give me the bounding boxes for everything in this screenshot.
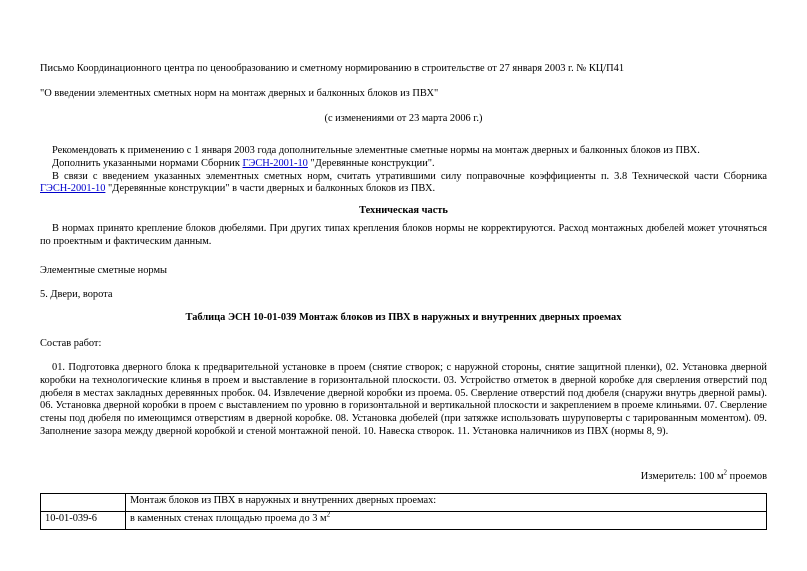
technical-part-text: В нормах принято крепление блоков дюбелями. При других типах крепления блоков нормы не корректируются. Расход монтажных дюбелей может уточняться по проектным и фактическим данным.: [40, 223, 767, 247]
technical-part-heading: Техническая часть: [359, 205, 448, 216]
norms-table: [40, 493, 767, 530]
table-cell-empty: [41, 494, 126, 512]
table-cell-code: 10-01-039-6: [41, 512, 126, 530]
table-title: Таблица ЭСН 10-01-039 Монтаж блоков из ПВХ в наружных и внутренних дверных проемах: [185, 312, 622, 323]
gesn-link-2[interactable]: ГЭСН-2001-10: [40, 183, 106, 195]
intro-p3-tail: "Деревянные конструкции" в части дверных и балконных блоков из ПВХ.: [105, 183, 436, 195]
section-doors: 5. Двери, ворота: [40, 289, 113, 300]
works-label: Состав работ:: [40, 338, 102, 349]
table-row: [41, 494, 767, 512]
document-header-title: Письмо Координационного центра по ценообразованию и сметному нормированию в строительстве от 27 января 2003 г. № КЦ/П41: [40, 63, 625, 74]
intro-paragraph-2: [40, 158, 767, 171]
table-header-cell: Монтаж блоков из ПВХ в наружных и внутренних дверных проемах:: [126, 494, 767, 512]
table-row: [41, 512, 767, 530]
intro-paragraph-1: Рекомендовать к применению с 1 января 2003 года дополнительные элементные сметные нормы на монтаж дверных и балконных блоков из ПВХ.: [52, 145, 700, 156]
intro-p2-text: Дополнить указанными нормами Сборник: [52, 157, 243, 169]
row-text: в каменных стенах площадью проема до 3 м: [130, 513, 327, 524]
intro-p2-tail: "Деревянные конструкции".: [307, 157, 435, 169]
intro-block: [40, 145, 767, 196]
intro-paragraph-3: [40, 171, 767, 197]
row-sup: 2: [326, 510, 331, 519]
revision-note: (с изменениями от 23 марта 2006 г.): [324, 113, 483, 124]
works-text: 01. Подготовка дверного блока к предварительной установке в проем (снятие створок; с наружной стороны, снятие защитной пленки), 02. Установка дверной коробки на технологические клинья в проем и выставление в горизонтальной плоскости. 03. Устройство отметок в дверной коробке для сверления отверстий под дюбеля в местах закладных деревянных пробок. 04. Извлечение дверной коробки из проема. 05. Сверление отверстий под дюбеля (снаружи внутрь дверной рамы). 06. Установка дверной коробки в проем с выставлением по уровню в горизонтальной и вертикальной плоскости и закреплением в проеме клиньями. 07. Сверление стены под дюбеля по имеющимся отверстиям в дверной коробке. 08. Установка дюбелей (при затяжке использовать шуруповерты с тарированным моментом). 09. Заполнение зазора между дверной коробкой и стеной монтажной пеной. 10. Навеска створок. 11. Установка наличников из ПВХ (нормы 8, 9).: [40, 362, 767, 437]
meter-prefix: Измеритель: 100 м: [640, 471, 724, 482]
table-cell-description: [126, 512, 767, 530]
document-subject: "О введении элементных сметных норм на монтаж дверных и балконных блоков из ПВХ": [40, 88, 439, 99]
meter-line: [640, 468, 767, 484]
gesn-link-1[interactable]: ГЭСН-2001-10: [242, 157, 308, 169]
meter-suffix: проемов: [727, 471, 767, 482]
meter-sup: 2: [723, 468, 728, 477]
intro-p3-text: В связи с введением указанных элементных сметных норм, считать утратившими силу поправочные коэффициенты п. 3.8 Технической части Сборника: [52, 170, 767, 182]
elem-norms-label: Элементные сметные нормы: [40, 265, 168, 276]
